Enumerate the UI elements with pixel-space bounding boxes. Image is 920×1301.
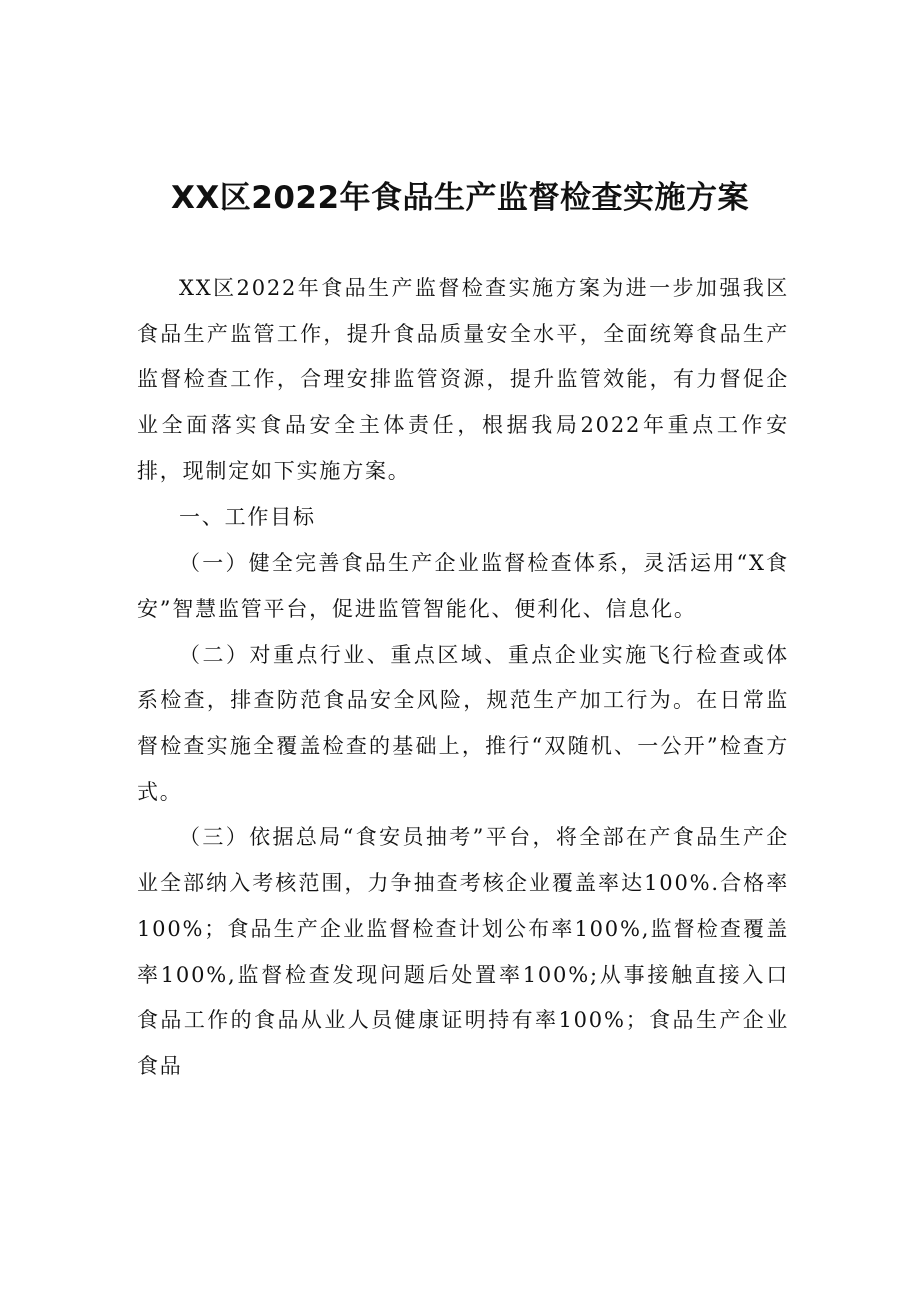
goal-paragraph-1: （一）健全完善食品生产企业监督检查体系，灵活运用“X食安”智慧监管平台，促进监管智能化、便利化、信息化。 [137, 551, 789, 621]
goal-paragraph-2: （二）对重点行业、重点区域、重点企业实施飞行检查或体系检查，排查防范食品安全风险，规范生产加工行为。在日常监督检查实施全覆盖检查的基础上，推行“双随机、一公开”检查方式。 [137, 642, 789, 804]
section-heading-work-goals: 一、工作目标 [179, 504, 316, 529]
document-title: XX区2022年食品生产监督检查实施方案 [170, 180, 750, 216]
goal-paragraph-3: （三）依据总局“食安员抽考”平台，将全部在产食品生产企业全部纳入考核范围，力争抽查考核企业覆盖率达100%.合格率100%；食品生产企业监督检查计划公布率100%,监督检查覆盖率100%,监督检查发现问题后处置率100%;从事接触直接入口食品工作的食品从业人员健康证明持有率100%；食品生产企业食品 [137, 825, 789, 1078]
intro-paragraph: XX区2022年食品生产监督检查实施方案为进一步加强我区食品生产监管工作，提升食品质量安全水平，全面统筹食品生产监督检查工作，合理安排监管资源，提升监管效能，有力督促企业全面落实食品安全主体责任，根据我局2022年重点工作安排，现制定如下实施方案。 [137, 276, 789, 483]
document-body [137, 266, 789, 1090]
